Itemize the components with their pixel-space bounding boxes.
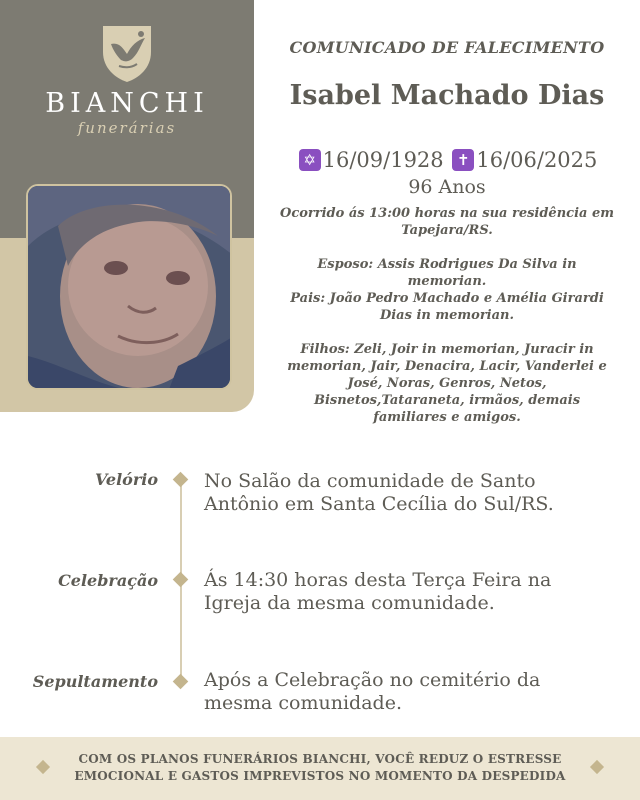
birth-date: 16/09/1928 <box>322 148 444 172</box>
occurrence-text: Ocorrido ás 13:00 horas na sua residência em Tapejara/RS. <box>280 206 614 238</box>
spouse-text: Esposo: Assis Rodrigues Da Silva in memorian. <box>317 257 577 289</box>
footer-banner <box>0 737 640 800</box>
brand-name: BIANCHI <box>45 88 209 119</box>
schedule-text-velorio: No Salão da comunidade de Santo Antônio em Santa Cecília do Sul/RS. <box>204 470 554 515</box>
schedule-label-sepultamento: Sepultamento <box>32 672 158 691</box>
star-of-david-icon: ✡ <box>299 149 321 171</box>
latin-cross-icon: ✝ <box>452 149 474 171</box>
diamond-icon <box>173 674 189 690</box>
brand-logo <box>0 22 254 137</box>
footer-text: COM OS PLANOS FUNERÁRIOS BIANCHI, VOCÊ REDUZ O ESTRESSE EMOCIONAL E GASTOS IMPREVISTOS NO MOMENTO DA DESPEDIDA <box>74 752 566 783</box>
schedule-label-velorio: Velório <box>94 470 158 489</box>
dove-shield-icon <box>97 22 157 84</box>
announcement-title: COMUNICADO DE FALECIMENTO <box>289 38 605 57</box>
age: 96 Anos <box>408 176 486 198</box>
schedule-text-celebracao: Ás 14:30 horas desta Terça Feira na Igreja da mesma comunidade. <box>204 569 552 614</box>
parents-text: Pais: João Pedro Machado e Amélia Girardi Dias in memorian. <box>290 291 604 323</box>
deceased-name: Isabel Machado Dias <box>289 80 605 111</box>
deceased-photo <box>26 184 232 390</box>
brand-subtitle: funerárias <box>77 119 177 137</box>
schedule-label-celebracao: Celebração <box>58 571 158 590</box>
children-text: Filhos: Zeli, Joir in memorian, Juracir in memorian, Jair, Denacira, Lacir, Vanderlei e José, Noras, Genros, Netos, Bisnetos,Tataraneta, irmãos, demais familiares e amigos. <box>287 342 607 425</box>
schedule-text-sepultamento: Após a Celebração no cemitério da mesma comunidade. <box>204 669 541 714</box>
life-dates <box>254 148 640 172</box>
diamond-icon <box>173 572 189 588</box>
diamond-icon <box>173 472 189 488</box>
death-date: 16/06/2025 <box>476 148 598 172</box>
